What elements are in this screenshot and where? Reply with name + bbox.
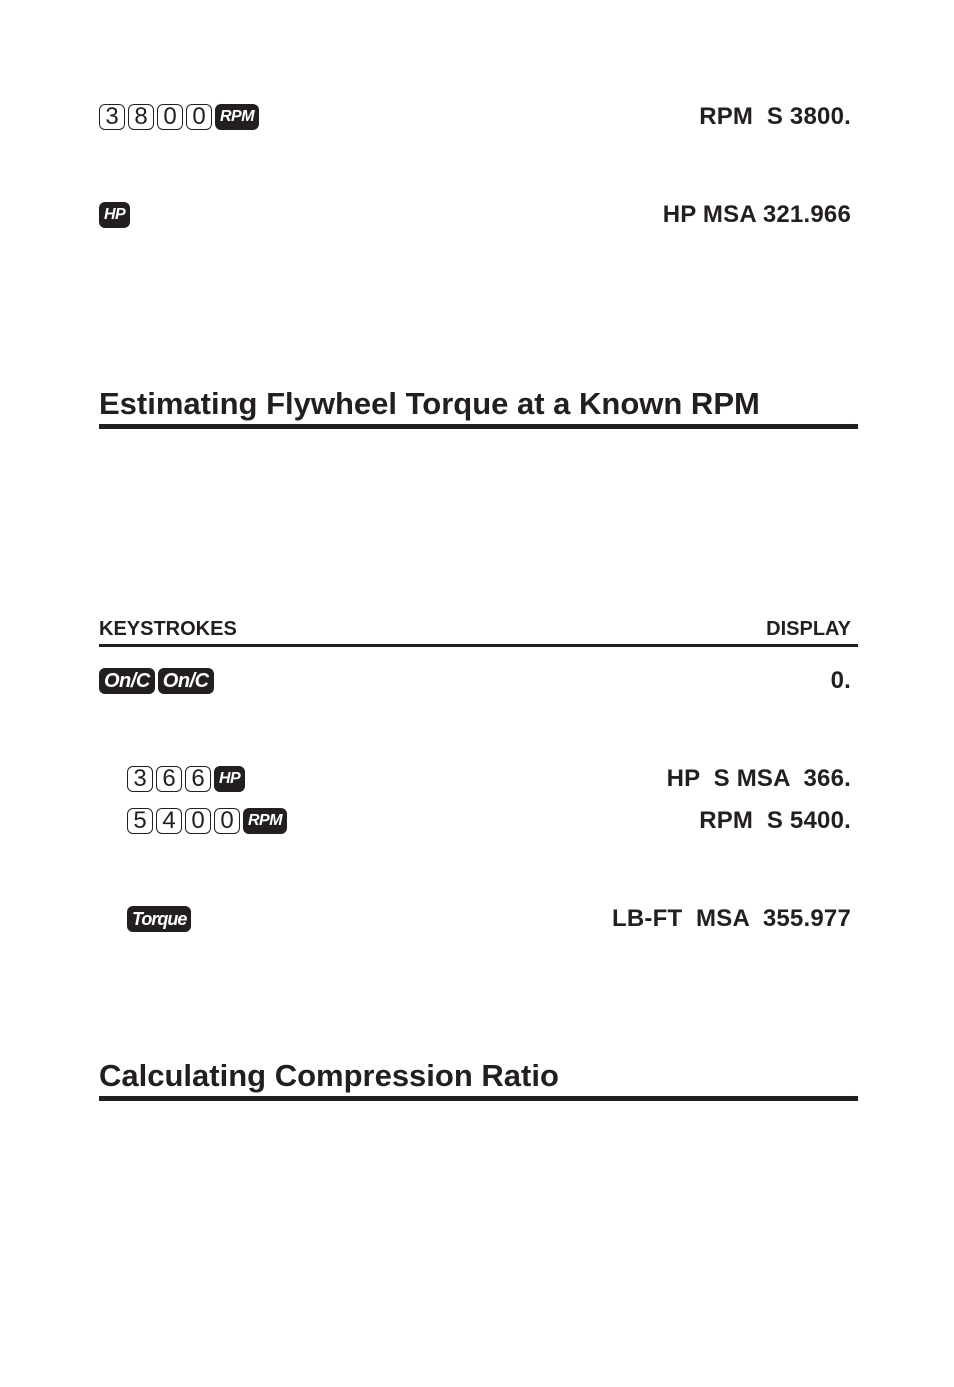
display-column-label: DISPLAY [766,618,851,640]
hp-key[interactable]: HP [214,766,245,792]
torque-key[interactable]: Torque [127,906,191,932]
key-6[interactable]: 6 [185,766,211,792]
column-header [99,614,858,647]
key-0[interactable]: 0 [186,104,212,130]
section-heading-flywheel-torque: Estimating Flywheel Torque at a Known RPM [99,384,858,429]
keystroke-sequence [99,664,214,698]
key-8[interactable]: 8 [128,104,154,130]
section-heading-compression-ratio: Calculating Compression Ratio [99,1056,858,1101]
display-readout: HP MSA 321.966 [662,201,851,228]
display-readout: RPM S 3800. [699,103,851,130]
hp-key[interactable]: HP [99,202,130,228]
key-5[interactable]: 5 [127,808,153,834]
keystroke-row-rpm-5400 [99,804,851,838]
keystroke-sequence [127,762,245,796]
keystrokes-column-label: KEYSTROKES [99,618,237,640]
display-readout: 0. [830,667,851,694]
keystroke-sequence [99,198,130,232]
display-readout: HP S MSA 366. [666,765,851,792]
keystroke-sequence [127,804,287,838]
keystroke-row-rpm-3800 [99,100,851,134]
rpm-key[interactable]: RPM [215,104,259,130]
rpm-key[interactable]: RPM [243,808,287,834]
key-3[interactable]: 3 [99,104,125,130]
display-readout: RPM S 5400. [699,807,851,834]
display-readout: LB-FT MSA 355.977 [612,905,851,932]
key-0[interactable]: 0 [157,104,183,130]
key-6[interactable]: 6 [156,766,182,792]
on-clear-key[interactable]: On/C [99,668,155,694]
keystroke-row-torque [99,902,851,936]
on-clear-key[interactable]: On/C [158,668,214,694]
key-3[interactable]: 3 [127,766,153,792]
keystroke-sequence [99,100,259,134]
key-4[interactable]: 4 [156,808,182,834]
key-0[interactable]: 0 [185,808,211,834]
keystroke-row-hp [99,198,851,232]
key-0[interactable]: 0 [214,808,240,834]
keystroke-row-hp-366 [99,762,851,796]
keystroke-row-clear [99,664,851,698]
keystroke-sequence [127,902,191,936]
